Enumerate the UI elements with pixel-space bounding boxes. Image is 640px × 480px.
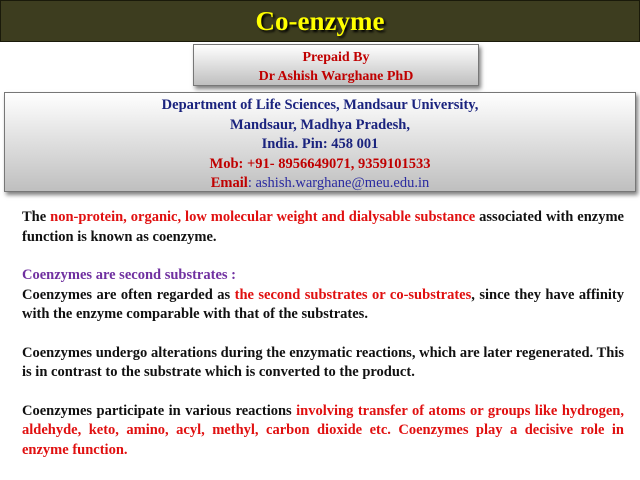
- paragraph-definition: [22, 208, 624, 247]
- author-box: [193, 44, 479, 86]
- p2-highlight: the second substrates or co-substrates: [234, 286, 472, 303]
- slide-title: Co-enzyme: [255, 5, 385, 36]
- mobile-value: +91- 8956649071, 9359101533: [243, 155, 431, 172]
- p1-text-c: associated with enzyme function is known as coenzyme.: [22, 209, 624, 245]
- paragraph-alterations: [22, 344, 624, 383]
- mobile-label: Mob:: [209, 155, 244, 172]
- p1-text-a: The: [22, 209, 51, 225]
- p2-text-c: , since they have affinity with the enzyme comparable with that of the substrates.: [22, 286, 624, 322]
- dept-line-1: Department of Life Sciences, Mandsaur University,: [161, 97, 479, 113]
- dept-line-3: India. Pin: 458 001: [261, 136, 379, 152]
- dept-line-2: Mandsaur, Madhya Pradesh,: [230, 116, 410, 133]
- p3-text: Coenzymes undergo alterations during the enzymatic reactions, which are later regenerated. This is in contrast to the substrate which is converted to the product.: [22, 344, 624, 380]
- p4-highlight: involving transfer of atoms or groups like hydrogen, aldehyde, keto, amino, acyl, methyl, carbon dioxide etc. Coenzymes play a decisive role in enzyme function.: [22, 402, 624, 458]
- paragraph-second-substrates: [22, 286, 624, 325]
- second-substrates-heading: Coenzymes are second substrates :: [22, 267, 236, 283]
- email-value: : ashish.warghane@meu.edu.in: [247, 175, 430, 191]
- p4-text-a: Coenzymes participate in various reactions: [22, 402, 297, 419]
- author-line-prepared-by: Prepaid By: [302, 50, 370, 65]
- dept-email: [5, 174, 635, 194]
- title-bar: [0, 0, 640, 42]
- p1-highlight: non-protein, organic, low molecular weight and dialysable substance: [50, 209, 476, 225]
- email-label: Email: [210, 175, 248, 191]
- department-box: [4, 92, 636, 192]
- author-line-name: Dr Ashish Warghane PhD: [258, 69, 414, 84]
- dept-mobile: [5, 155, 635, 175]
- p2-text-a: Coenzymes are often regarded as: [22, 286, 235, 303]
- paragraph-reactions: [22, 402, 624, 461]
- slide-content: [22, 208, 624, 479]
- paragraph-heading-second-substrates: [22, 266, 624, 286]
